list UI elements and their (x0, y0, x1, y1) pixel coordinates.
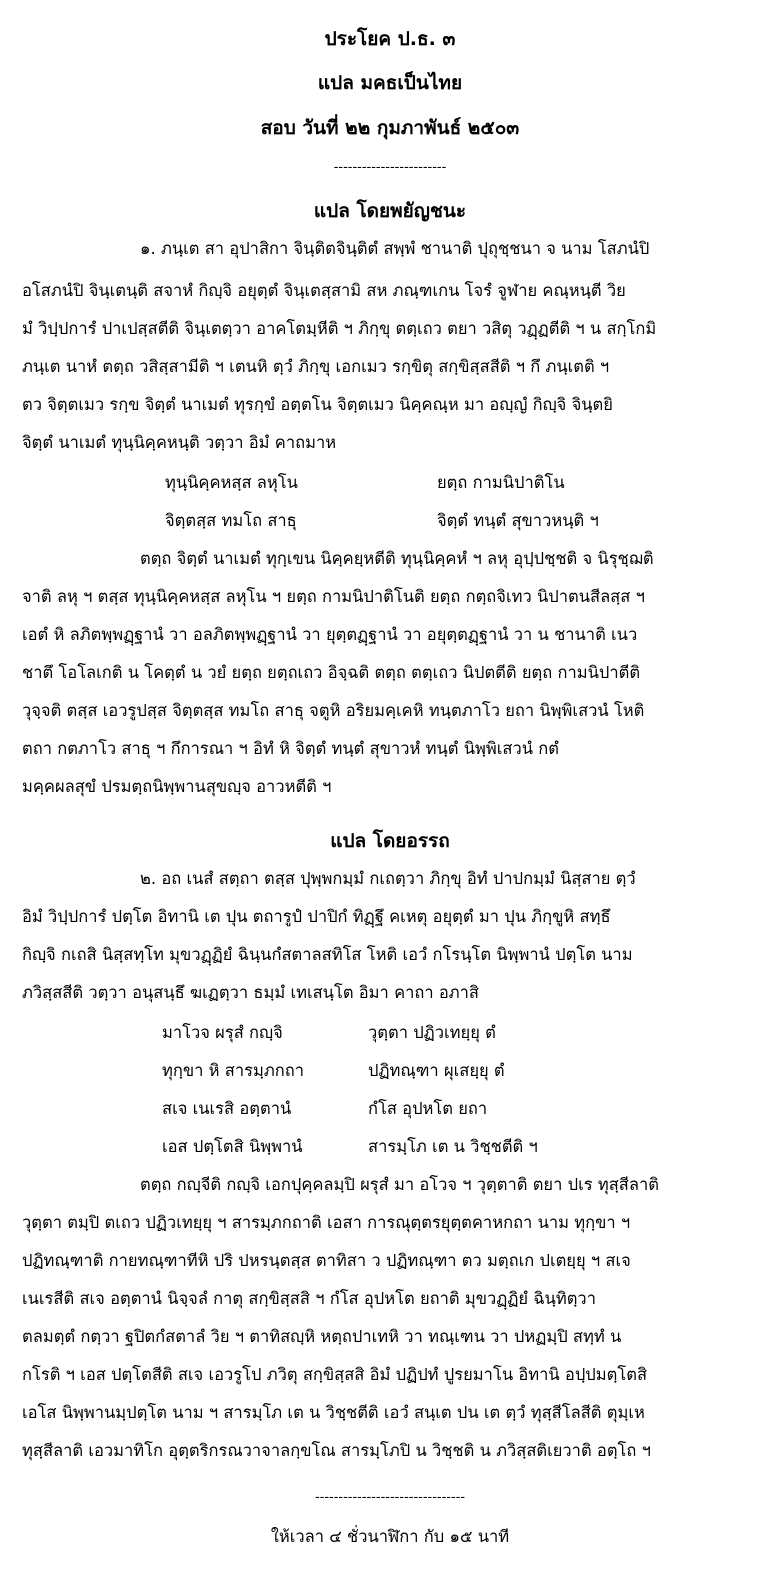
paragraph-line: เอตํ หิ ลภิตพฺพฏฺฐานํ วา อลภิตพฺพฏฺฐานํ วา ยุตฺตฏฺฐานํ วา อยุตฺตฏฺฐานํ วา น ชานาติ เนว (22, 625, 638, 644)
exam-subtitle: แปล มคธเป็นไทย (317, 72, 463, 94)
verse-line-left: ทุกฺขา หิ สารมฺภกถา (162, 1061, 304, 1080)
paragraph-line: อิมํ วิปฺปการํ ปตฺโต อิทานิ เต ปุน ตถารูปํ ปาปิกํ ทิฏฺฐึ คเหตุ อยุตฺตํ มา ปุน ภิกฺขูหิ สทฺธึ (22, 907, 611, 926)
verse-line-right: สารมฺโภ เต น วิชฺชตีติ ฯ (368, 1137, 538, 1156)
paragraph-line: วุตฺตา ตมฺปิ ตเถว ปฏิวเทยฺยุ ฯ สารมฺภกถาติ เอสา การณุตฺตรยุตฺตคาหกถา นาม ทุกฺขา ฯ (22, 1213, 631, 1232)
paragraph-line: ตถา กตภาโว สาธุ ฯ กึการณา ฯ อิทํ หิ จิตฺตํ ทนฺตํ สุขาวหํ ทนฺตํ นิพฺพิเสวนํ กตํ (22, 739, 559, 758)
paragraph-line: ตว จิตฺตเมว รกฺข จิตฺตํ นาเมตํ ทุรกฺขํ อตฺตโน จิตฺตเมว นิคฺคณฺห มา อญฺญํ กิญฺจิ จินฺตยิ (22, 395, 613, 414)
paragraph-line: ตตฺถ กญฺจีติ กญฺจิ เอกปุคฺคลมฺปิ ผรุสํ มา อโวจ ฯ วุตฺตาติ ตยา ปเร ทุสฺสีลาติ (140, 1175, 659, 1194)
verse-line-left: เอส ปตฺโตสิ นิพฺพานํ (162, 1137, 303, 1156)
paragraph-line: ชาตึ โอโลเกติ น โคตฺตํ น วยํ ยตฺถ ยตฺถเถว อิจฺฉติ ตตฺถ ตตฺเถว นิปตตีติ ยตฺถ กามนิปาตีติ (22, 663, 641, 682)
verse-line-left: มาโวจ ผรุสํ กญฺจิ (162, 1023, 283, 1042)
exam-date: สอบ วันที่ ๒๒ กุมภาพันธ์ ๒๕๐๓ (260, 117, 520, 139)
verse-line-right: จิตฺตํ ทนฺตํ สุขาวหนฺติ ฯ (437, 511, 599, 530)
paragraph-line: กโรติ ฯ เอส ปตฺโตสีติ สเจ เอวรูโป ภวิตุ สกฺขิสฺสสิ อิมํ ปฏิปทํ ปูรยมาโน อิทานิ อปฺปมตฺโตสิ (22, 1365, 648, 1384)
paragraph-line: เนเรสีติ สเจ อตฺตานํ นิจฺจลํ กาตุ สกฺขิสฺสสิ ฯ กํโส อุปหโต ยถาติ มุขวฏฺฏิยํ ฉินฺทิตฺวา (22, 1289, 596, 1308)
verse-line-right: กํโส อุปหโต ยถา (368, 1099, 488, 1118)
paragraph-line: จิตฺตํ นาเมตํ ทุนฺนิคฺคหนฺติ วตฺวา อิมํ คาถมาห (22, 433, 337, 452)
paragraph-line: มคฺคผลสุขํ ปรมตฺถนิพฺพานสุขญฺจ อาวหตีติ ฯ (22, 777, 332, 796)
header-separator: ------------------------ (333, 160, 447, 175)
paragraph-line: มํ วิปฺปการํ ปาเปสฺสตีติ จินฺเตตฺวา อาคโตมฺหีติ ฯ ภิกฺขุ ตตฺเถว ตยา วสิตุ วฏฺฏตีติ ฯ น สกฺโกมิ (22, 319, 657, 338)
verse-line-left: สเจ เนเรสิ อตฺตานํ (162, 1099, 292, 1118)
paragraph-line: ๒. อถ เนสํ สตฺถา ตสฺส ปุพฺพกมฺมํ กเถตฺวา ภิกฺขุ อิทํ ปาปกมฺมํ นิสฺสาย ตฺวํ (140, 869, 636, 888)
paragraph-line: ทุสฺสีลาติ เอวมาทิโก อุตฺตริกรณวาจาลกฺขโณ สารมฺโภปิ น วิชฺชติ น ภวิสฺสติเยวาติ อตฺโถ ฯ (22, 1441, 651, 1460)
paragraph-line: ภนฺเต นาหํ ตตฺถ วสิสฺสามีติ ฯ เตนหิ ตฺวํ ภิกฺขุ เอกเมว รกฺขิตุ สกฺขิสฺสสีติ ฯ กึ ภนฺเตติ ฯ (22, 357, 610, 376)
paragraph-line: ภวิสฺสสีติ วตฺวา อนุสนฺธึ ฆเฏตฺวา ธมฺมํ เทเสนฺโต อิมา คาถา อภาสิ (22, 983, 479, 1002)
paragraph-line: ตตฺถ จิตฺตํ นาเมตํ ทุกฺเขน นิคฺคยฺหตีติ ทุนฺนิคฺคหํ ฯ ลหุ อุปฺปชฺชติ จ นิรุชฺฌติ (140, 549, 654, 568)
paragraph-line: กิญฺจิ กเถสิ นิสฺสทฺโท มุขวฏฺฏิยํ ฉินฺนกํสตาลสทิโส โหติ เอวํ กโรนฺโต นิพฺพานํ ปตฺโต นาม (22, 945, 633, 964)
verse-line-left: จิตฺตสฺส ทมโถ สาธุ (165, 511, 297, 530)
section2-heading: แปล โดยอรรถ (330, 830, 450, 852)
paragraph-line: ๑. ภนฺเต สา อุปาสิกา จินฺติตจินฺติตํ สพฺพํ ชานาติ ปุถุชฺชนา จ นาม โสภนํปิ (140, 239, 650, 258)
paragraph-line: อโสภนํปิ จินฺเตนฺติ สจาหํ กิญฺจิ อยุตฺตํ จินฺเตสฺสามิ สห ภณฺฑเกน โจรํ จูฬาย คณฺหนฺตี วิย (22, 281, 626, 300)
paragraph-line: ปฏิทณฺฑาติ กายทณฺฑาทีหิ ปริ ปหรนฺตสฺส ตาทิสา ว ปฏิทณฺฑา ตว มตฺถเก ปเตยฺยุ ฯ สเจ (22, 1251, 631, 1270)
paragraph-line: ตลมตฺตํ กตฺวา ฐปิตกํสตาลํ วิย ฯ ตาทิสญฺหิ หตฺถปาเทหิ วา ทณฺเฑน วา ปหฏมฺปิ สทฺทํ น (22, 1327, 622, 1346)
time-allowed: ให้เวลา ๔ ชั่วนาฬิกา กับ ๑๕ นาที (270, 1527, 510, 1546)
verse-line-right: วุตฺตา ปฏิวเทยฺยุ ตํ (368, 1023, 496, 1042)
paragraph-line: วุจฺจติ ตสฺส เอวรูปสฺส จิตฺตสฺส ทมโถ สาธุ จตูหิ อริยมคฺเคหิ ทนฺตภาโว ยถา นิพฺพิเสวนํ โหติ (22, 701, 645, 720)
exam-title: ประโยค ป.ธ. ๓ (324, 28, 456, 50)
verse-line-left: ทุนฺนิคฺคหสฺส ลหุโน (165, 473, 298, 492)
paragraph-line: จาติ ลหุ ฯ ตสฺส ทุนฺนิคฺคหสฺส ลหุโน ฯ ยตฺถ กามนิปาติโนติ ยตฺถ กตฺถจิเทว นิปาตนสีลสฺส ฯ (22, 587, 645, 606)
verse-line-right: ยตฺถ กามนิปาติโน (437, 473, 565, 492)
footer-separator: -------------------------------- (314, 1490, 466, 1505)
verse-line-right: ปฏิทณฺฑา ผุเสยฺยุ ตํ (368, 1061, 505, 1080)
section1-heading: แปล โดยพยัญชนะ (313, 200, 467, 222)
paragraph-line: เอโส นิพฺพานมฺปตฺโต นาม ฯ สารมฺโภ เต น วิชฺชตีติ เอวํ สนฺเต ปน เต ตฺวํ ทุสฺสีโลสีติ ตุมฺเห (22, 1403, 645, 1422)
